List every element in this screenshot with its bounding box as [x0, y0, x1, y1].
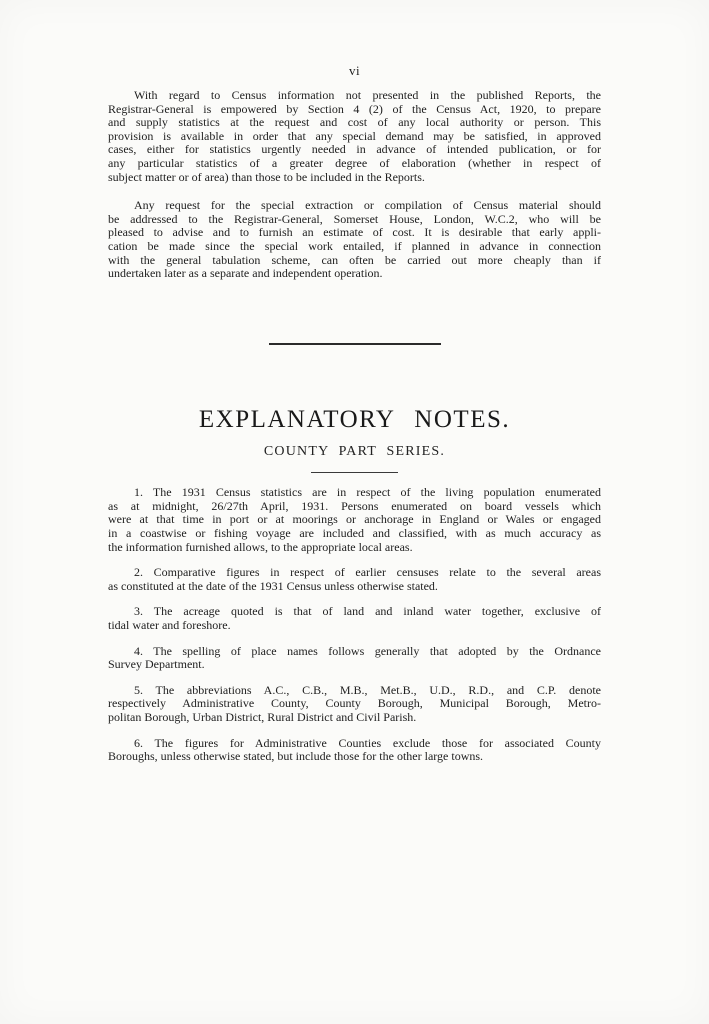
note-item-3: [108, 605, 601, 632]
page-number: vi: [348, 63, 361, 78]
text-line: 3. The acreage quoted is that of land and inland water together, exclusive of: [134, 604, 601, 619]
intro-paragraph-2: [108, 199, 601, 281]
text-line: Registrar-General is empowered by Section 4 (2) of the Census Act, 1920, to prepare: [108, 101, 601, 116]
text-line: tidal water and foreshore.: [108, 617, 231, 632]
text-line: respectively Administrative County, County Borough, Municipal Borough, Metro-: [108, 696, 601, 711]
note-item-4: [108, 645, 601, 672]
text-line: 2. Comparative figures in respect of earlier censuses relate to the several areas: [134, 565, 601, 580]
section-subheading: COUNTY PART SERIES.: [263, 443, 446, 459]
text-line: cases, either for statistics urgently needed in advance of intended publication, or for: [108, 142, 601, 157]
text-line: politan Borough, Urban District, Rural District and Civil Parish.: [108, 709, 417, 724]
text-line: With regard to Census information not presented in the published Reports, the: [134, 88, 601, 102]
text-line: as constituted at the date of the 1931 Census unless otherwise stated.: [108, 578, 438, 593]
text-line: Survey Department.: [108, 657, 205, 672]
text-line: be addressed to the Registrar-General, Somerset House, London, W.C.2, who will be: [108, 211, 601, 226]
section-divider-rule: [269, 343, 441, 345]
text-line: as at midnight, 26/27th April, 1931. Persons enumerated on board vessels which: [108, 498, 601, 513]
section-heading: EXPLANATORY NOTES.: [198, 405, 511, 433]
text-line: Any request for the special extraction or compilation of Census material should: [134, 198, 601, 213]
text-line: undertaken later as a separate and independent operation.: [108, 266, 383, 281]
text-line: 4. The spelling of place names follows generally that adopted by the Ordnance: [134, 643, 601, 658]
text-line: pleased to advise and to furnish an estimate of cost. It is desirable that early appli-: [108, 225, 601, 240]
text-line: cation be made since the special work entailed, if planned in advance in connection: [108, 238, 601, 253]
text-line: with the general tabulation scheme, can often be carried out more cheaply than if: [108, 252, 601, 267]
note-item-2: [108, 566, 601, 593]
text-line: 5. The abbreviations A.C., C.B., M.B., Met.B., U.D., R.D., and C.P. denote: [134, 682, 601, 697]
text-line: Boroughs, unless otherwise stated, but include those for the other large towns.: [108, 749, 484, 764]
notes-list: [108, 486, 601, 764]
text-line: 6. The figures for Administrative Counties exclude those for associated County: [134, 735, 601, 750]
text-line: in a coastwise or fishing voyage are included and classified, with as much accuracy as: [108, 526, 601, 540]
note-item-6: [108, 737, 601, 764]
note-item-5: [108, 684, 601, 725]
subsection-divider-rule: [311, 472, 398, 474]
text-line: provision is available in order that any special demand may be satisfied, in approved: [108, 128, 601, 143]
text-line: and supply statistics at the request and cost of any local authority or person. This: [108, 115, 601, 130]
text-line: the information furnished allows, to the appropriate local areas.: [108, 539, 413, 554]
text-line: were at that time in port or at moorings or anchorage in England or Wales or engaged: [108, 512, 601, 527]
text-line: 1. The 1931 Census statistics are in respect of the living population enumerated: [134, 485, 601, 500]
text-line: subject matter or of area) than those to be included in the Reports.: [108, 169, 425, 184]
note-item-1: [108, 486, 601, 554]
intro-paragraph-1: [108, 89, 601, 184]
text-line: any particular statistics of a greater degree of elaboration (whether in respect of: [108, 155, 601, 170]
